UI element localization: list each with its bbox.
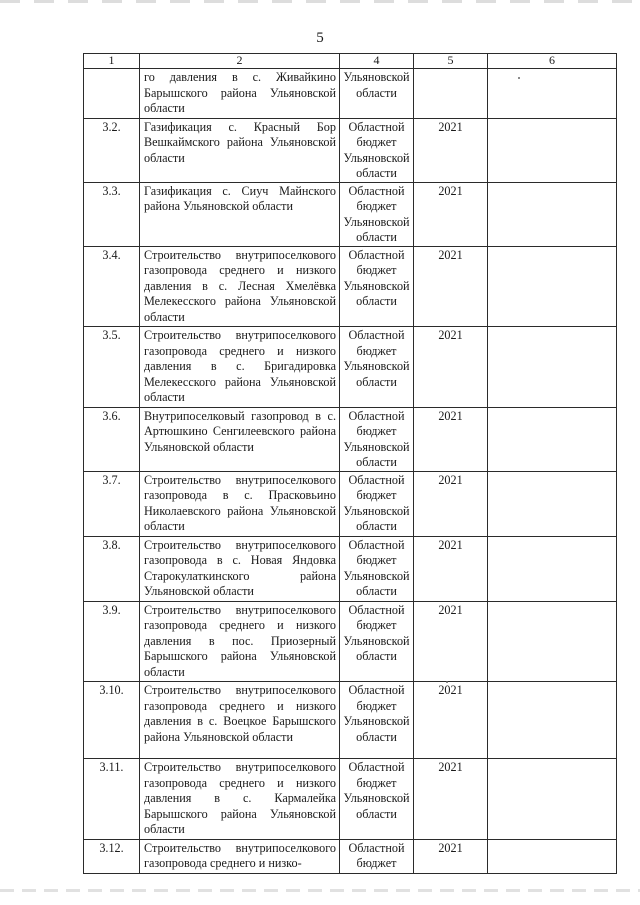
year: 2021 bbox=[414, 682, 488, 759]
year: 2021 bbox=[414, 246, 488, 327]
object-name: Строительство внутрипоселкового газопровода среднего и низко- bbox=[140, 839, 340, 873]
table-row bbox=[84, 182, 617, 246]
funding-source: Областной бюджет Ульяновской области bbox=[340, 118, 414, 182]
column-header: 6 bbox=[488, 54, 617, 69]
row-number: 3.5. bbox=[84, 327, 140, 408]
object-name: Строительство внутрипоселкового газопровода среднего и низкого давления в с. Лесная Хмелёвка Мелекесского района Ульяновской области bbox=[140, 246, 340, 327]
note bbox=[488, 69, 617, 119]
funding-source: Областной бюджет Ульяновской области bbox=[340, 182, 414, 246]
scan-speck bbox=[446, 681, 448, 683]
year: 2021 bbox=[414, 327, 488, 408]
column-header: 1 bbox=[84, 54, 140, 69]
note bbox=[488, 839, 617, 873]
table-row bbox=[84, 118, 617, 182]
table-row bbox=[84, 601, 617, 682]
note bbox=[488, 327, 617, 408]
scan-edge-artifact bbox=[0, 889, 640, 892]
year: 2021 bbox=[414, 601, 488, 682]
row-number bbox=[84, 69, 140, 119]
year: 2021 bbox=[414, 471, 488, 536]
table-row bbox=[84, 69, 617, 119]
funding-source: Областной бюджет bbox=[340, 839, 414, 873]
note bbox=[488, 407, 617, 471]
row-number: 3.2. bbox=[84, 118, 140, 182]
funding-source: Областной бюджет Ульяновской области bbox=[340, 759, 414, 840]
row-number: 3.3. bbox=[84, 182, 140, 246]
column-header: 2 bbox=[140, 54, 340, 69]
object-name: Строительство внутрипоселкового газопровода среднего и низкого давления в пос. Приозерный Барышского района Ульяновской области bbox=[140, 601, 340, 682]
year: 2021 bbox=[414, 407, 488, 471]
object-name: го давления в с. Живайкино Барышского района Ульяновской области bbox=[140, 69, 340, 119]
object-name: Строительство внутрипоселкового газопровода среднего и низкого давления в с. Воецкое Барышского района Ульяновской области bbox=[140, 682, 340, 759]
object-name: Строительство внутрипоселкового газопровода среднего и низкого давления в с. Кармалейка Барышского района Ульяновской области bbox=[140, 759, 340, 840]
row-number: 3.11. bbox=[84, 759, 140, 840]
funding-source: Областной бюджет Ульяновской области bbox=[340, 471, 414, 536]
program-table bbox=[83, 53, 617, 874]
funding-source: Областной бюджет Ульяновской области bbox=[340, 407, 414, 471]
note bbox=[488, 536, 617, 601]
funding-source: Областной бюджет Ульяновской области bbox=[340, 536, 414, 601]
year: 2021 bbox=[414, 536, 488, 601]
table-row bbox=[84, 327, 617, 408]
column-header: 5 bbox=[414, 54, 488, 69]
note bbox=[488, 759, 617, 840]
year: 2021 bbox=[414, 839, 488, 873]
object-name: Внутрипоселковый газопровод в с. Артюшкино Сенгилеевского района Ульяновской области bbox=[140, 407, 340, 471]
table-row bbox=[84, 407, 617, 471]
year: 2021 bbox=[414, 759, 488, 840]
note bbox=[488, 118, 617, 182]
page-number: 5 bbox=[316, 30, 324, 46]
note bbox=[488, 682, 617, 759]
object-name: Строительство внутрипоселкового газопровода в с. Новая Яндовка Старокулаткинского района Ульяновской области bbox=[140, 536, 340, 601]
table-row bbox=[84, 246, 617, 327]
object-name: Газификация с. Сиуч Майнского района Ульяновской области bbox=[140, 182, 340, 246]
table-row bbox=[84, 839, 617, 873]
funding-source: Областной бюджет Ульяновской области bbox=[340, 601, 414, 682]
row-number: 3.9. bbox=[84, 601, 140, 682]
funding-source: Областной бюджет Ульяновской области bbox=[340, 682, 414, 759]
object-name: Газификация с. Красный Бор Вешкаймского района Ульяновской области bbox=[140, 118, 340, 182]
funding-source: Ульяновской области bbox=[340, 69, 414, 119]
note bbox=[488, 246, 617, 327]
note bbox=[488, 471, 617, 536]
column-header: 4 bbox=[340, 54, 414, 69]
row-number: 3.4. bbox=[84, 246, 140, 327]
row-number: 3.7. bbox=[84, 471, 140, 536]
table-body bbox=[84, 54, 617, 874]
year bbox=[414, 69, 488, 119]
object-name: Строительство внутрипоселкового газопровода в с. Прасковьино Николаевского района Ульяновской области bbox=[140, 471, 340, 536]
note bbox=[488, 601, 617, 682]
row-number: 3.8. bbox=[84, 536, 140, 601]
row-number: 3.12. bbox=[84, 839, 140, 873]
row-number: 3.6. bbox=[84, 407, 140, 471]
year: 2021 bbox=[414, 118, 488, 182]
funding-source: Областной бюджет Ульяновской области bbox=[340, 246, 414, 327]
scan-edge-artifact bbox=[0, 0, 640, 3]
table-row bbox=[84, 471, 617, 536]
table-row bbox=[84, 759, 617, 840]
row-number: 3.10. bbox=[84, 682, 140, 759]
table-row bbox=[84, 682, 617, 759]
object-name: Строительство внутрипоселкового газопровода среднего и низкого давления в с. Бригадировка Мелекесского района Ульяновской области bbox=[140, 327, 340, 408]
header-row bbox=[84, 54, 617, 69]
table-row bbox=[84, 536, 617, 601]
year: 2021 bbox=[414, 182, 488, 246]
funding-source: Областной бюджет Ульяновской области bbox=[340, 327, 414, 408]
scan-speck bbox=[518, 77, 520, 79]
note bbox=[488, 182, 617, 246]
